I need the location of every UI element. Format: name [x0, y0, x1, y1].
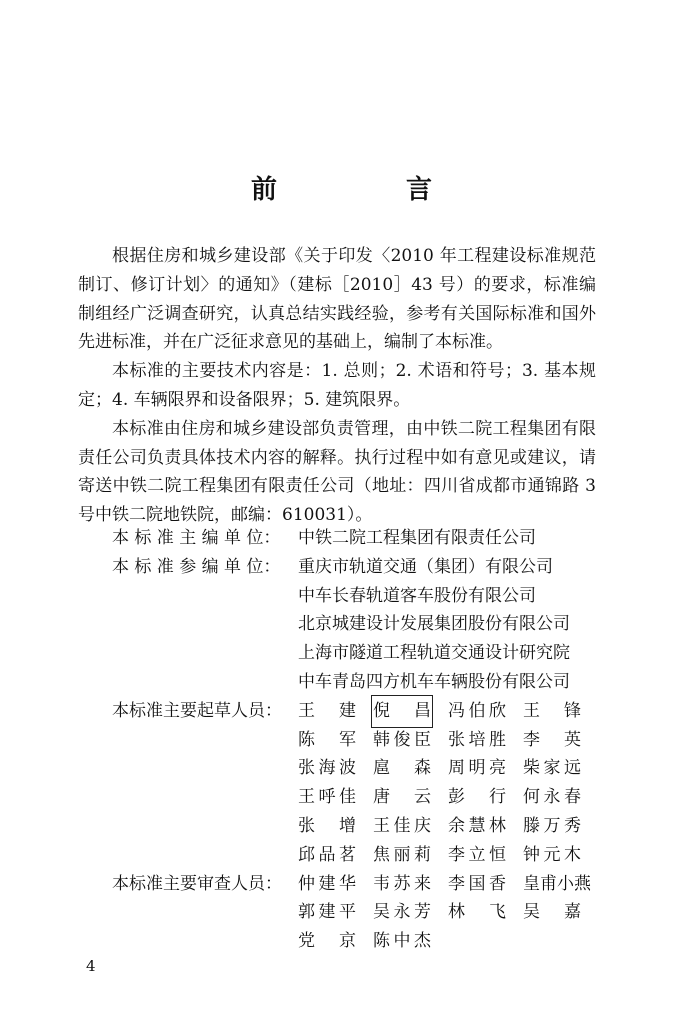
reviewer-name: 党 京 — [298, 931, 356, 952]
names-row — [298, 812, 602, 841]
participating-unit: 中车长春轨道客车股份有限公司 — [298, 585, 536, 606]
page-title: 前 言 — [250, 175, 493, 205]
reviewers-block — [112, 870, 602, 956]
chief-editor-block — [112, 524, 602, 553]
drafter-name: 王佳庆 — [373, 815, 431, 836]
paragraph-contents: 本标准的主要技术内容是：1. 总则；2. 术语和符号；3. 基本规定；4. 车辆限界和设备限界；5. 建筑限界。 — [78, 361, 596, 410]
reviewer-name: 仲建华 — [298, 873, 356, 894]
reviewer-name: 吴 嘉 — [523, 902, 581, 923]
drafter-name: 滕万秀 — [523, 815, 581, 836]
chief-editor-units — [298, 524, 602, 553]
drafter-name: 柴家远 — [523, 758, 581, 779]
drafter-name: 王 建 — [298, 700, 356, 721]
drafter-name: 张海波 — [298, 758, 356, 779]
participating-editors-block — [112, 553, 602, 697]
drafter-name: 韩俊臣 — [373, 729, 431, 750]
paragraph-background: 根据住房和城乡建设部《关于印发〈2010 年工程建设标准规范制订、修订计划〉的通知》（建标［2010］43 号）的要求，标准编制组经广泛调查研究，认真总结实践经验，参考有关国际标准和国外先进标准，并在广泛征求意见的基础上，编制了本标准。 — [78, 246, 596, 353]
drafter-name: 张 增 — [298, 815, 356, 836]
drafter-name: 唐 云 — [373, 787, 431, 808]
drafters-label: 本标准主要起草人员： — [112, 700, 282, 721]
participating-unit: 北京城建设计发展集团股份有限公司 — [298, 614, 570, 635]
names-row — [298, 697, 602, 726]
drafters-block — [112, 697, 602, 870]
names-row — [298, 898, 602, 927]
chief-editor-label: 本 标 准 主 编 单 位： — [112, 528, 281, 548]
drafter-name: 李 英 — [523, 729, 581, 750]
participating-editors-units — [298, 553, 602, 697]
drafters-names — [298, 697, 602, 870]
drafter-name: 王 锋 — [523, 700, 581, 721]
participating-editors-label: 本 标 准 参 编 单 位： — [112, 556, 281, 577]
reviewer-name: 李国香 — [448, 873, 506, 894]
participating-unit: 重庆市轨道交通（集团）有限公司 — [298, 556, 553, 577]
drafter-name: 冯伯欣 — [448, 700, 506, 721]
drafter-name: 王呼佳 — [298, 787, 356, 808]
drafter-name: 张培胜 — [448, 729, 506, 750]
names-row — [298, 783, 602, 812]
drafter-name-boxed: 倪 昌 — [373, 697, 448, 726]
reviewer-name: 陈中杰 — [373, 931, 431, 952]
names-row — [298, 870, 602, 899]
page-number: 4 — [86, 957, 96, 975]
credits-section — [112, 524, 602, 956]
paragraph-management: 本标准由住房和城乡建设部负责管理，由中铁二院工程集团有限责任公司负责具体技术内容的解释。执行过程中如有意见或建议，请寄送中铁二院工程集团有限责任公司（地址：四川省成都市通锦路 3 号中铁二院地铁院，邮编：610031）。 — [78, 418, 596, 526]
participating-unit: 上海市隧道工程轨道交通设计研究院 — [298, 643, 570, 664]
drafter-name: 李立恒 — [448, 844, 506, 865]
drafter-name: 扈 森 — [373, 758, 431, 779]
drafter-name: 陈 军 — [298, 729, 356, 750]
chief-editor-unit: 中铁二院工程集团有限责任公司 — [298, 528, 536, 548]
drafter-name: 焦丽莉 — [373, 844, 431, 865]
names-row — [298, 754, 602, 783]
reviewer-name: 皇甫小燕 — [523, 873, 591, 894]
drafter-name: 何永春 — [523, 787, 581, 808]
participating-unit: 中车青岛四方机车车辆股份有限公司 — [298, 671, 570, 692]
names-row — [298, 726, 602, 755]
reviewer-name: 林 飞 — [448, 902, 506, 923]
names-row — [298, 841, 602, 870]
drafter-name: 邱品茗 — [298, 844, 356, 865]
drafter-name: 彭 行 — [448, 787, 506, 808]
drafter-name: 周明亮 — [448, 758, 506, 779]
reviewer-name: 吴永芳 — [373, 902, 431, 923]
drafter-name: 余慧林 — [448, 815, 506, 836]
reviewer-name: 韦苏来 — [373, 873, 431, 894]
reviewers-label: 本标准主要审查人员： — [112, 873, 282, 894]
reviewers-names — [298, 870, 602, 956]
preface-body — [78, 242, 596, 530]
drafter-name: 钟元木 — [523, 844, 581, 865]
names-row — [298, 927, 602, 956]
reviewer-name: 郭建平 — [298, 902, 356, 923]
